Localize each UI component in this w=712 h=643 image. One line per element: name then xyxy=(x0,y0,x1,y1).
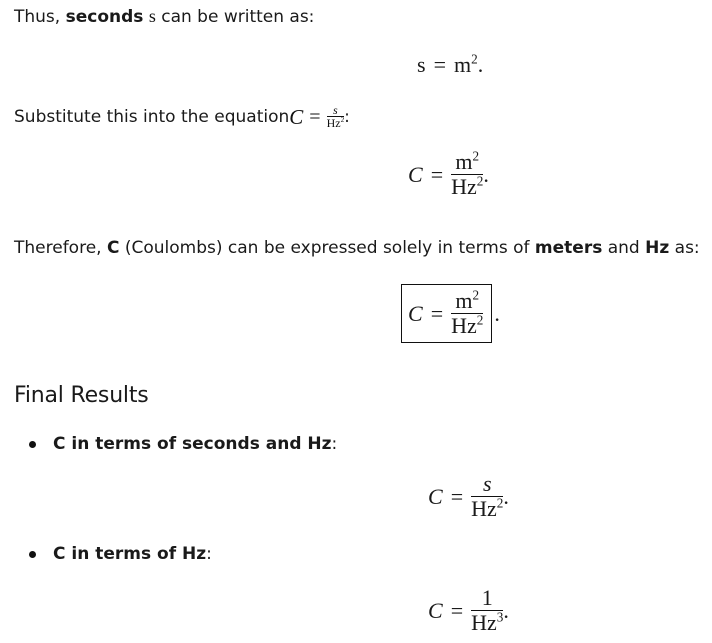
text-mid-1: (Coulombs) can be expressed solely in terms of xyxy=(119,238,535,258)
bullet-dot xyxy=(29,551,36,558)
text-colon: : xyxy=(344,106,350,127)
bullet-label: C in terms of seconds and Hz xyxy=(53,434,332,454)
eq-fraction xyxy=(471,586,503,635)
frac-den-base: Hz xyxy=(451,313,477,338)
list-item xyxy=(29,433,337,455)
text-substitute: Substitute this into the equation xyxy=(14,106,290,127)
eq-sign: = xyxy=(450,597,464,623)
frac-num: s xyxy=(482,471,492,496)
inline-math-C: C xyxy=(289,104,304,129)
frac-den-base: Hz xyxy=(471,496,497,521)
frac-num-exp: 2 xyxy=(472,148,480,164)
text-suffix: as: xyxy=(669,238,700,258)
bold-term-c: C xyxy=(106,238,120,258)
eq-period: . xyxy=(477,52,484,77)
eq-period: . xyxy=(503,483,509,509)
eq-lhs: s xyxy=(417,52,426,77)
frac-den xyxy=(451,175,483,199)
math-var-s: s xyxy=(148,6,156,26)
frac-num-exp: 2 xyxy=(472,287,480,303)
eq-rhs xyxy=(454,52,478,78)
text-line-therefore xyxy=(14,237,700,259)
eq-fraction xyxy=(451,150,483,199)
text-prefix: Therefore, xyxy=(14,238,107,258)
text-mid-2: and xyxy=(602,238,646,258)
equation-c-m2-over-hz2 xyxy=(408,150,489,199)
bold-term-hz: Hz xyxy=(645,238,670,258)
eq-sign: = xyxy=(430,161,444,187)
eq-sign: = xyxy=(433,52,446,77)
frac-den-exp: 3 xyxy=(496,609,504,625)
bold-term-seconds: seconds xyxy=(65,7,144,27)
frac-num: 1 xyxy=(481,585,493,610)
result-box xyxy=(401,284,492,343)
inline-math-eq: = xyxy=(309,105,321,128)
eq-lhs: C xyxy=(408,300,423,326)
eq-rhs-base: m xyxy=(453,52,472,77)
frac-num-base: m xyxy=(455,288,473,313)
frac-den-base: Hz xyxy=(451,174,477,199)
equation-s-equals-m2 xyxy=(417,52,483,78)
eq-lhs: C xyxy=(408,161,423,187)
eq-period: . xyxy=(483,161,489,187)
frac-num xyxy=(455,289,479,313)
bold-term-meters: meters xyxy=(534,238,603,258)
equation-boxed-result xyxy=(401,284,500,343)
inline-fraction-s-over-hz2 xyxy=(327,104,345,129)
frac-den xyxy=(471,497,503,521)
frac-den-base: Hz xyxy=(471,610,497,635)
frac-den xyxy=(451,314,483,338)
frac-den-exp: 2 xyxy=(496,495,504,511)
frac-den xyxy=(471,611,503,635)
eq-period: . xyxy=(494,300,500,326)
text-prefix: Thus, xyxy=(14,7,66,27)
inline-frac-den xyxy=(327,117,345,129)
eq-lhs: C xyxy=(428,597,443,623)
section-heading: Final Results xyxy=(14,383,149,408)
frac-num-base: m xyxy=(455,149,473,174)
inline-frac-den-exp: 2 xyxy=(340,116,345,124)
frac-den-exp: 2 xyxy=(476,312,484,328)
text-suffix: can be written as: xyxy=(155,7,315,27)
bullet-dot xyxy=(29,441,36,448)
inline-frac-num: s xyxy=(333,103,338,117)
equation-c-s-over-hz2 xyxy=(428,472,509,521)
inline-frac-den-base: Hz xyxy=(326,116,341,130)
frac-num xyxy=(455,150,479,174)
eq-sign: = xyxy=(430,300,444,326)
eq-fraction xyxy=(451,289,483,338)
eq-fraction xyxy=(471,472,503,521)
bullet-label: C in terms of Hz xyxy=(53,544,207,564)
frac-den-exp: 2 xyxy=(476,173,484,189)
eq-lhs: C xyxy=(428,483,443,509)
eq-sign: = xyxy=(450,483,464,509)
eq-rhs-exponent: 2 xyxy=(471,51,478,67)
text-line-substitute xyxy=(14,104,350,129)
list-item xyxy=(29,543,212,565)
eq-period: . xyxy=(503,597,509,623)
text-line-seconds-intro xyxy=(14,5,314,28)
bullet-colon: : xyxy=(331,434,338,454)
bullet-colon: : xyxy=(206,544,212,564)
equation-c-1-over-hz3 xyxy=(428,586,509,635)
